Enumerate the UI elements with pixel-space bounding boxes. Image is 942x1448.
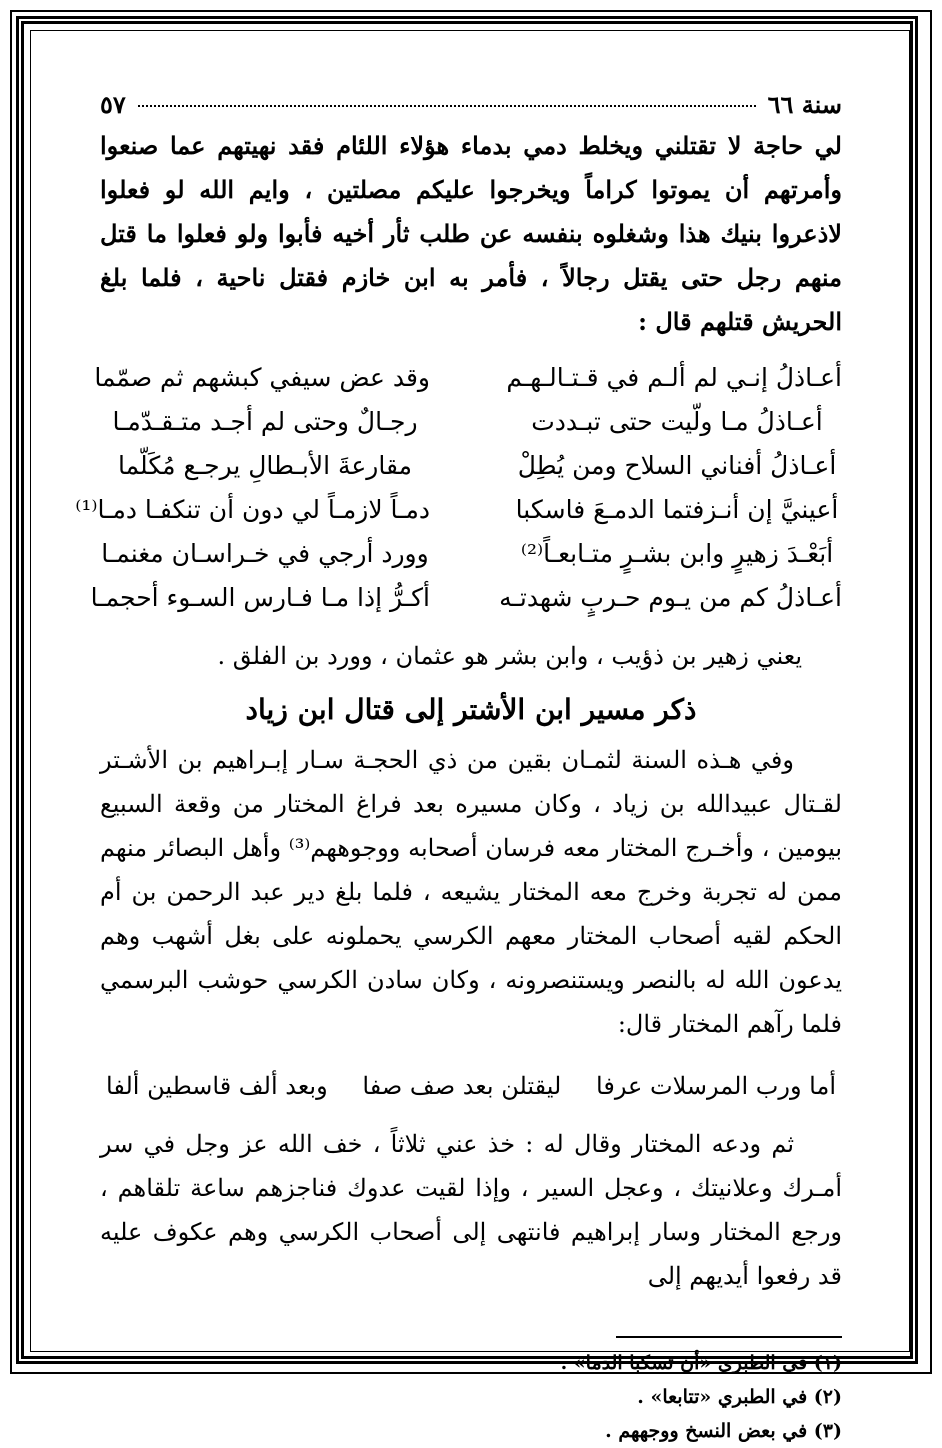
- verse-first-hemistich: أبَعْـدَ زهيرٍ وابن بشـرٍ متـابعـاً⁽²⁾: [520, 539, 834, 568]
- footnote: (٣) في بعض النسخ ووجههم .: [605, 1420, 842, 1442]
- poem-verse: [94, 356, 842, 400]
- poem: [75, 356, 842, 620]
- verse-second-hemistich: مقارعةَ الأبـطالِ يرجـع مُكَلّما: [117, 451, 413, 480]
- verse-part-3: وبعد ألف قاسطين ألفا: [106, 1072, 328, 1100]
- footnote-rule: [616, 1336, 842, 1338]
- verse-first-hemistich: أعـاذلُ إنـي لم ألـم في قـتـالـهـم: [506, 363, 842, 392]
- poem-verse: [75, 488, 842, 532]
- poem-verse: [90, 576, 842, 620]
- verse-second-hemistich: أكـرُّ إذا مـا فـارس السـوء أحجمـا: [90, 583, 430, 612]
- dotted-leader: [138, 105, 756, 107]
- intro-paragraph: لي حاجة لا تقتلني ويخلط دمي بدماء هؤلاء اللئام فقد نهيتهم عما صنعوا وأمرتهم أن يموتوا كراماً ويخرجوا عليكم مصلتين ، وايم الله لو فعلوا لاذعروا بنيك هذا وشغلوه بنفسه عن طلب ثأر أخيه فأبوا ولو فعلوا ما قتل منهم رجل حتى يقتل رجالاً ، فأمر به ابن خازم فقتل ناحية ، فلما بلغ الحريش قتلهم قال :: [100, 131, 842, 336]
- verse-part-1: أما ورب المرسلات عرفا: [596, 1072, 836, 1100]
- verse-first-hemistich: أعينيَّ إن أنـزفتما الدمـعَ فاسكبا: [515, 495, 839, 524]
- verse-second-hemistich: دمـاً لازمـاً لي دون أن تنكفـا دمـا⁽¹⁾: [75, 495, 430, 524]
- verse-second-hemistich: وقد عض سيفي كبشهم ثم صمّما: [94, 363, 430, 392]
- section-title: ذكر مسير ابن الأشتر إلى قتال ابن زياد: [245, 693, 697, 726]
- footnotes: [100, 1346, 842, 1448]
- poem-verse: [100, 532, 842, 576]
- verse-first-hemistich: أعـاذلُ كم من يـوم حـربٍ شهدتـه: [499, 583, 842, 612]
- year-label: سنة ٦٦: [767, 90, 842, 119]
- poem-note: يعني زهير بن ذؤيب ، وابن بشر هو عثمان ، وورد بن الفلق .: [217, 642, 802, 670]
- page-content: [75, 90, 842, 1448]
- closing-paragraph: ثم ودعه المختار وقال له : خذ عني ثلاثاً ، خف الله عز وجل في سر أمـرك وعلانيتك ، وعجل السير ، وإذا لقيت عدوك فناجزهم ساعة تلقاهم ، ورجع المختار وسار إبراهيم فانتهى إلى أصحاب الكرسي وهم عكوف عليه قد رفعوا أيديهم إلى: [100, 1130, 842, 1290]
- section-paragraph: وفي هـذه السنة لثمـان بقين من ذي الحجـة سـار إبـراهيم بن الأشـتر لقـتال عبيدالله بن زياد ، وكان مسيره بعد فراغ المختار من وقعة السبيع بيومين ، وأخـرج المختار معه فرسان أصحابه ووجوههم⁽³⁾ وأهل البصائر منهم ممن له تجربة وخرج معه المختار يشيعه ، فلما بلغ دير عبد الرحمن بن أم الحكم لقيه أصحاب المختار معهم الكرسي يحملونه على بغل أشهب وهم يدعون الله له بالنصر ويستنصرونه ، وكان سادن الكرسي حوشب البرسمي فلما رآهم المختار قال:: [100, 746, 842, 1038]
- poem-verse: [100, 400, 842, 444]
- footnote: (١) في الطبري «أن تسكبا الدما» .: [560, 1352, 842, 1374]
- page-number: ٥٧: [100, 90, 126, 119]
- verse-second-hemistich: رجـالٌ وحتى لم أجـد متـقـدّمـا: [112, 407, 418, 436]
- verse-part-2: ليقتلن بعد صف صفا: [362, 1072, 562, 1100]
- footnote: (٢) في الطبري «تتابعا» .: [637, 1386, 842, 1408]
- verse-first-hemistich: أعـاذلُ أفناني السلاح ومن يُطِلْ: [517, 451, 837, 480]
- poem-verse: [100, 444, 842, 488]
- single-verse: [100, 1064, 842, 1108]
- verse-first-hemistich: أعـاذلُ مـا ولّيت حتى تبـددت: [531, 407, 823, 436]
- running-head: [100, 90, 842, 124]
- verse-second-hemistich: وورد أرجي في خـراسـان مغنمـا: [101, 539, 429, 568]
